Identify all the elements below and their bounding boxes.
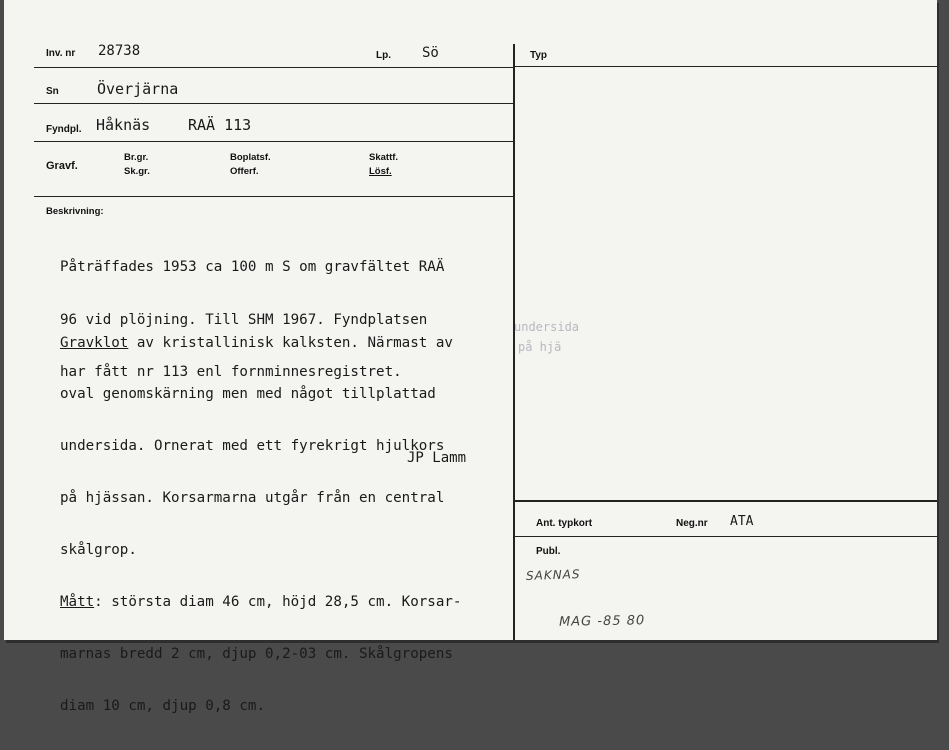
gravklot-word: Gravklot <box>60 334 129 351</box>
column-divider <box>513 44 515 640</box>
sn-label: Sn <box>46 86 59 97</box>
divider <box>34 196 514 197</box>
divider <box>514 66 937 67</box>
brgr-label: Br.gr. <box>124 152 149 163</box>
gravklot-rest: av kristallinisk kalksten. Närmast av <box>128 334 453 351</box>
catalog-card <box>4 0 937 714</box>
fyndpl-label: Fyndpl. <box>46 124 82 135</box>
divider <box>514 536 937 537</box>
description-line: Påträffades 1953 ca 100 m S om gravfältet RAÄ <box>60 259 445 275</box>
inv-label: Inv. nr <box>46 48 76 59</box>
ant-typkort-label: Ant. typkort <box>536 518 593 529</box>
signature: JP Lamm <box>407 450 467 466</box>
handwritten-note: MAG -85 80 <box>558 613 646 630</box>
lp-value: Sö <box>422 45 439 61</box>
neg-nr-value: ATA <box>730 514 754 529</box>
skgr-label: Sk.gr. <box>124 166 150 177</box>
description-line: 96 vid plöjning. Till SHM 1967. Fyndplatsen <box>60 311 428 328</box>
matt-line: marnas bredd 2 cm, djup 0,2-03 cm. Skålgropens <box>60 645 453 662</box>
ghost-text: på hjä <box>518 340 562 354</box>
gravklot-block <box>60 300 461 750</box>
matt-word: Mått <box>60 594 95 611</box>
skattf-label: Skattf. <box>369 152 399 163</box>
offerf-label: Offerf. <box>230 166 259 177</box>
ghost-text: undersida <box>514 320 580 334</box>
neg-nr-label: Neg.nr <box>676 518 708 529</box>
lp-label: Lp. <box>376 50 391 61</box>
typ-label: Typ <box>530 50 548 61</box>
description-line: har fått nr 113 enl fornminnesregistret. <box>60 364 402 380</box>
divider <box>34 103 514 104</box>
gravklot-line: skålgrop. <box>60 542 137 559</box>
beskrivning-label: Beskrivning: <box>46 206 104 217</box>
divider <box>34 67 514 68</box>
gravklot-line: undersida. Ornerat med ett fyrekrigt hjulkors <box>60 438 445 455</box>
raa-value: RAÄ 113 <box>188 116 252 134</box>
matt-line: diam 10 cm, djup 0,8 cm. <box>60 697 265 714</box>
matt-rest: : största diam 46 cm, höjd 28,5 cm. Korsar- <box>94 594 462 611</box>
boplatsf-label: Boplatsf. <box>230 152 271 163</box>
fyndpl-value: Håknäs <box>96 116 151 134</box>
gravklot-line: oval genomskärning men med något tillplattad <box>60 386 436 403</box>
inv-value: 28738 <box>98 43 141 59</box>
divider <box>514 500 937 502</box>
gravf-label: Gravf. <box>46 160 78 172</box>
handwritten-note: SAKNAS <box>525 567 581 583</box>
gravklot-line: på hjässan. Korsarmarna utgår från en central <box>60 490 445 507</box>
publ-label: Publ. <box>536 546 561 557</box>
divider <box>34 141 514 142</box>
sn-value: Överjärna <box>97 80 179 98</box>
losf-label: Lösf. <box>369 166 392 177</box>
